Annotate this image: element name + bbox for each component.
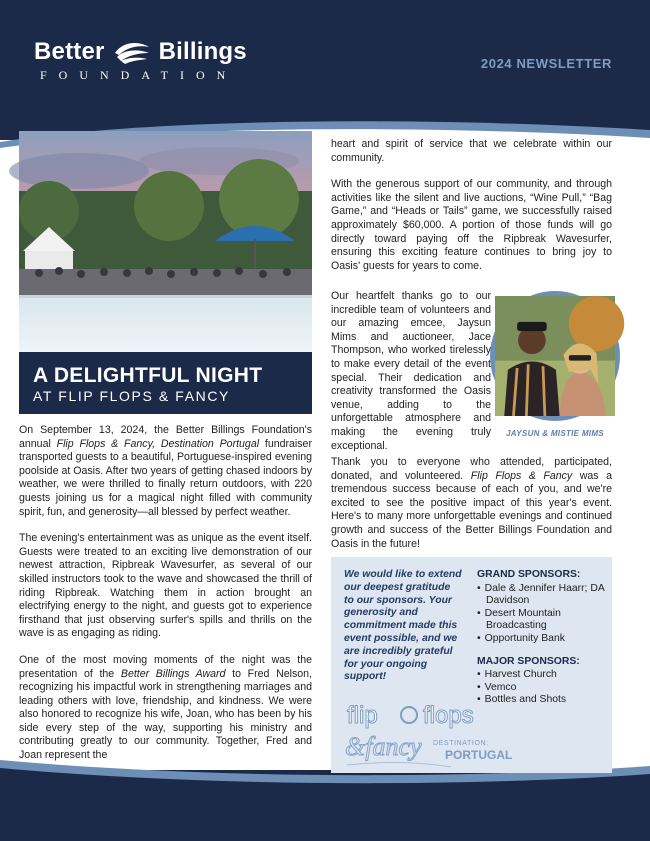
- logo-flops: flops: [423, 702, 474, 729]
- award-name: Better Billings Award: [120, 667, 226, 680]
- portrait-caption: JAYSUN & MISTIE MIMS: [506, 429, 604, 438]
- right-column-bottom: [331, 456, 612, 564]
- paragraph-5: With the generous support of our community, and through activities like the silent and live auctions, “Wine Pull,” “Bag Game,” and “Heads or Tails” game, we successfully raised approximately $60,000. A portion of those funds will go directly toward paying off the Ripbreak Wavesurfer, ensuring this exciting feature continues to bring joy to Oasis' guests for years to come.: [331, 178, 612, 272]
- paragraph-3: One of the most moving moments of the night was the presentation of the Better Billings Award to Fred Nelson, recognizing his impactful work in strengthening marriages and leading others with love, friendship, and kindness. We were also honored to recognize his wife, Joan, who has been by his side every step of the way, supporting his ministry and contributing greatly to our community. Together, Fred and Joan represent the: [19, 653, 313, 762]
- event-photo: [19, 131, 312, 352]
- major-sponsors-heading: MAJOR SPONSORS:: [477, 655, 580, 667]
- logo-portugal: PORTUGAL: [445, 748, 513, 762]
- paragraph-1: On September 13, 2024, the Better Billings Foundation's annual Flip Flops & Fancy, Destination Portugal fundraiser transported guests to a beautiful, Portuguese-inspired evening poolside at Oasis. After two years of getting chased indoors by weather, we were thrilled to finally return outdoors, with 220 guests joining us for a magical night filled with community spirit, fun, and generosity—all blessed by perfect weather.: [19, 424, 312, 518]
- list-item: • Opportunity Bank: [477, 633, 607, 646]
- grand-sponsors-heading: GRAND SPONSORS:: [477, 569, 581, 580]
- list-item: • Harvest Church: [477, 669, 607, 682]
- right-column-top: [331, 138, 612, 286]
- paragraph-7: Thank you to everyone who attended, participated, donated, and volunteered. Flip Flops & Fancy was a tremendous success because of each of you, and we're excited to see the positive impact of this year's event. Here's to many more unforgettable evenings and continued growth and success of the Better Billings Foundation and Oasis in the future!: [331, 456, 612, 550]
- list-item: • Vemco: [477, 682, 607, 695]
- article-subhead: AT FLIP FLOPS & FANCY: [33, 388, 230, 404]
- paragraph-2: The evening's entertainment was as unique as the event itself. Guests were treated to an exciting live demonstration of our newest attraction, Ripbreak Wavesurfer, as several of our skilled instructors took to the wave and showcased the thrill of riding Ripbreak. Watching them in action brought an electrifying energy to the night, and guests got to experience firsthand that just observing surfer's spills and thrills on the wave is as engaging as riding.: [19, 532, 312, 640]
- footer-band: [0, 790, 650, 841]
- article-headline: A DELIGHTFUL NIGHT: [33, 364, 263, 387]
- wave-logo-icon: [113, 39, 151, 65]
- list-item: • Desert Mountain Broadcasting: [477, 608, 607, 633]
- event-name: Flip Flops & Fancy, Destination Portugal: [56, 437, 260, 450]
- flip-flops-fancy-logo: [341, 699, 513, 771]
- sponsor-thanks: We would like to extend our deepest gratitude to our sponsors. Your generosity and commitment made this event possible, and we are incredibly grateful for your ongoing support!: [344, 569, 462, 683]
- list-item: • Bottles and Shots: [477, 694, 607, 707]
- sponsor-box: [331, 557, 612, 773]
- logo-fancy: &fancy: [345, 732, 422, 761]
- article-title-box: [19, 352, 312, 414]
- sponsor-list: [477, 569, 607, 717]
- logo-destination: DESTINATION:: [433, 740, 489, 747]
- paragraph-6: Our heartfelt thanks go to our incredible team of volunteers and our amazing emcee, Jaysun Mims and auctioneer, Jace Thompson, who worked tirelessly to make every detail of the event special. Their dedication and creativity transformed the Oasis venue, adding to the unforgettable atmosphere and making the evening truly exceptional.: [331, 290, 491, 452]
- foundation-logo: [34, 38, 247, 83]
- logo-flip: flip: [347, 702, 378, 729]
- emcee-portrait: [490, 291, 620, 421]
- event-name-2: Flip Flops & Fancy: [470, 469, 573, 482]
- logo-word-billings: Billings: [158, 38, 247, 65]
- list-item: • Dale & Jennifer Haarr; DA Davidson: [477, 583, 607, 608]
- grand-sponsors-list: [477, 583, 607, 646]
- paragraph-4: heart and spirit of service that we celebrate within our community.: [331, 138, 612, 164]
- logo-word-better: Better: [34, 38, 105, 65]
- newsletter-label: 2024 NEWSLETTER: [480, 56, 612, 71]
- left-column: [19, 424, 312, 776]
- logo-foundation-text: FOUNDATION: [40, 68, 238, 82]
